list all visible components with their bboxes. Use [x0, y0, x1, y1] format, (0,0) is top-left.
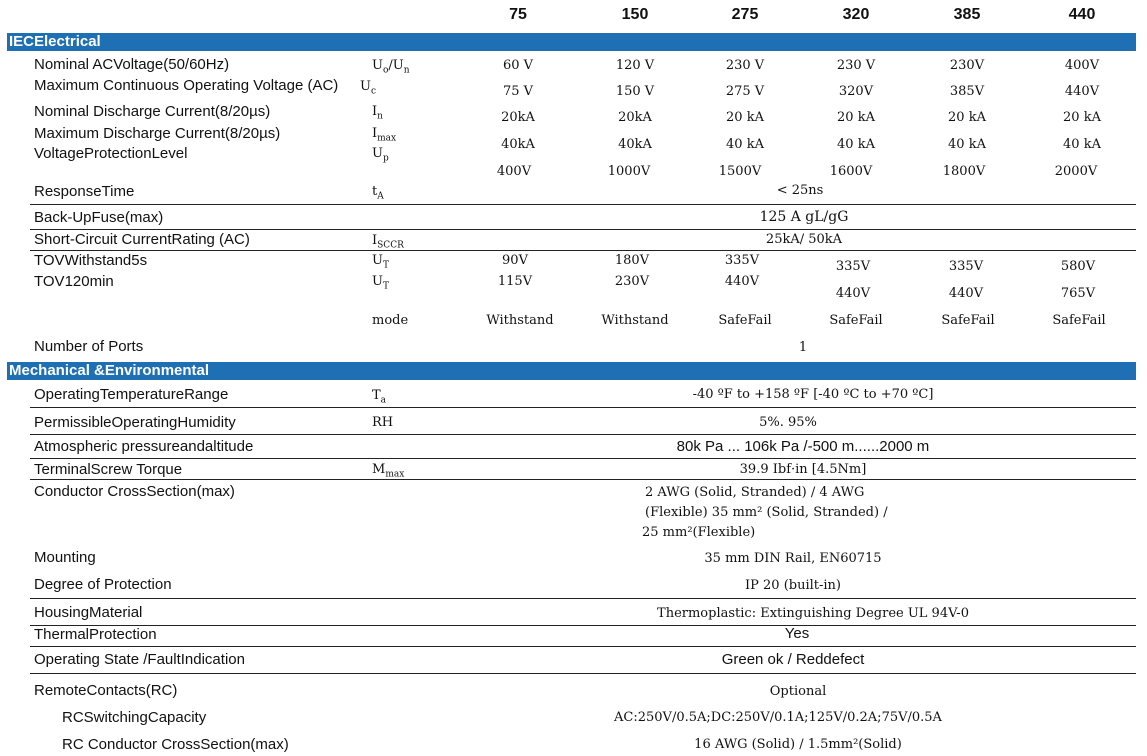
value-nominal-discharge-320: 20 kA	[837, 110, 875, 125]
label-operating-temperature: OperatingTemperatureRange	[34, 386, 229, 403]
value-tov-120min-320: 440V	[835, 286, 871, 301]
value-pressure-altitude: 80k Pa ... 106k Pa /-500 m......2000 m	[676, 438, 930, 455]
value-tov-120min-75: 115V	[497, 274, 533, 289]
label-nominal-discharge: Nominal Discharge Current(8/20µs)	[34, 103, 271, 120]
divider	[30, 598, 1136, 599]
divider	[30, 434, 1136, 435]
label-housing-material: HousingMaterial	[34, 604, 143, 621]
value-mode-275: SafeFail	[718, 313, 772, 328]
label-pressure-altitude: Atmospheric pressureandaltitude	[34, 438, 254, 455]
value-number-of-ports: 1	[798, 340, 808, 355]
label-degree-of-protection: Degree of Protection	[34, 576, 172, 593]
label-rc-conductor: RC Conductor CrossSection(max)	[62, 736, 289, 753]
symbol-tov-120min: $U_T$	[372, 274, 389, 292]
value-vpl-440: 2000V	[1054, 164, 1098, 179]
value-max-discharge-385: 40 kA	[948, 137, 986, 152]
value-tov-5s-275: 335V	[724, 253, 760, 268]
value-operating-state: Green ok / Reddefect	[721, 651, 865, 668]
label-sccr: Short-Circuit CurrentRating (AC)	[34, 231, 250, 248]
value-tov-5s-150: 180V	[614, 253, 650, 268]
label-operating-state: Operating State /FaultIndication	[34, 651, 245, 668]
value-tov-5s-75: 90V	[502, 253, 528, 268]
value-backup-fuse: 125 A gL/gG	[759, 209, 849, 225]
value-mode-440: SafeFail	[1052, 313, 1106, 328]
label-mounting: Mounting	[34, 549, 96, 566]
value-tov-120min-440: 765V	[1060, 286, 1096, 301]
value-tov-5s-385: 335V	[948, 259, 984, 274]
symbol-max-continuous: $U_c$	[360, 79, 377, 97]
col-header-320: 320	[842, 6, 870, 23]
col-header-440: 440	[1068, 6, 1096, 23]
value-remote-contacts: Optional	[769, 684, 827, 699]
label-remote-contacts: RemoteContacts(RC)	[34, 682, 178, 699]
section-electrical: IECElectrical	[7, 33, 1136, 51]
symbol-sccr: $I_{SCCR}$	[372, 233, 404, 251]
value-nominal-discharge-275: 20 kA	[726, 110, 764, 125]
label-tov-120min: TOV120min	[34, 273, 114, 290]
value-sccr: 25kA/ 50kA	[765, 232, 843, 247]
label-rc-switching-capacity: RCSwitchingCapacity	[62, 709, 207, 726]
label-conductor-cross-section: Conductor CrossSection(max)	[34, 483, 235, 500]
value-conductor-line3: 25 mm²(Flexible)	[642, 525, 756, 540]
symbol-max-discharge: $I_{max}$	[372, 126, 397, 144]
value-mode-150: Withstand	[601, 313, 669, 328]
value-max-continuous-320: 320V	[838, 84, 874, 99]
label-voltage-protection-level: VoltageProtectionLevel	[34, 145, 188, 162]
value-conductor-line1: 2 AWG (Solid, Stranded) / 4 AWG	[645, 485, 865, 500]
value-max-continuous-75: 75 V	[502, 84, 534, 99]
symbol-nominal-ac: $U_o/U_n$	[372, 58, 410, 76]
value-max-discharge-320: 40 kA	[837, 137, 875, 152]
symbol-mode: mode	[372, 313, 409, 328]
value-tov-120min-385: 440V	[948, 286, 984, 301]
value-max-continuous-385: 385V	[949, 84, 985, 99]
symbol-operating-temperature: $T_a$	[372, 388, 387, 406]
value-humidity: 5%. 95%	[759, 415, 817, 430]
value-max-continuous-440: 440V	[1064, 84, 1100, 99]
value-mounting: 35 mm DIN Rail, EN60715	[704, 551, 882, 566]
value-tov-5s-440: 580V	[1060, 259, 1096, 274]
value-degree-of-protection: IP 20 (built-in)	[745, 578, 841, 593]
value-nominal-ac-440: 400V	[1064, 58, 1100, 73]
value-nominal-discharge-385: 20 kA	[948, 110, 986, 125]
col-header-385: 385	[953, 6, 981, 23]
divider	[30, 250, 1136, 251]
col-header-275: 275	[731, 6, 759, 23]
value-nominal-ac-75: 60 V	[502, 58, 534, 73]
value-vpl-275: 1500V	[718, 164, 762, 179]
value-mode-75: Withstand	[486, 313, 554, 328]
value-tov-120min-275: 440V	[724, 274, 760, 289]
value-mode-320: SafeFail	[829, 313, 883, 328]
label-thermal-protection: ThermalProtection	[34, 626, 157, 643]
symbol-response-time: $t_A$	[372, 184, 384, 202]
label-humidity: PermissibleOperatingHumidity	[34, 414, 236, 431]
value-conductor-line2: (Flexible) 35 mm² (Solid, Stranded) /	[645, 505, 888, 520]
value-vpl-385: 1800V	[942, 164, 986, 179]
value-nominal-ac-320: 230 V	[836, 58, 876, 73]
value-thermal-protection: Yes	[784, 625, 810, 642]
value-operating-temperature: -40 ºF to +158 ºF [-40 ºC to +70 ºC]	[692, 387, 934, 402]
value-screw-torque: 39.9 Ibf·in [4.5Nm]	[739, 462, 867, 477]
value-nominal-ac-275: 230 V	[725, 58, 765, 73]
section-mechanical: Mechanical &Environmental	[7, 362, 1136, 380]
label-tov-5s: TOVWithstand5s	[34, 252, 148, 269]
col-header-75: 75	[509, 6, 527, 23]
value-tov-120min-150: 230V	[614, 274, 650, 289]
divider	[30, 479, 1136, 480]
value-rc-conductor: 16 AWG (Solid) / 1.5mm²(Solid)	[694, 737, 902, 752]
value-max-continuous-275: 275 V	[725, 84, 765, 99]
value-max-discharge-150: 40kA	[618, 137, 652, 152]
col-header-150: 150	[621, 6, 649, 23]
divider	[30, 204, 1136, 205]
divider	[30, 458, 1136, 459]
label-max-continuous: Maximum Continuous Operating Voltage (AC)	[34, 77, 339, 94]
symbol-nominal-discharge: $I_n$	[372, 104, 383, 122]
divider	[30, 625, 1136, 626]
label-number-of-ports: Number of Ports	[34, 338, 144, 355]
symbol-humidity: RH	[372, 415, 394, 430]
value-max-continuous-150: 150 V	[615, 84, 655, 99]
symbol-screw-torque: $M_{max}$	[372, 462, 405, 480]
divider	[30, 646, 1136, 647]
divider	[30, 407, 1136, 408]
symbol-tov-5s: $U_T$	[372, 253, 389, 271]
label-nominal-ac: Nominal ACVoltage(50/60Hz)	[34, 56, 230, 73]
value-response-time: < 25ns	[776, 183, 824, 198]
value-nominal-discharge-440: 20 kA	[1063, 110, 1101, 125]
label-response-time: ResponseTime	[34, 183, 135, 200]
value-max-discharge-440: 40 kA	[1063, 137, 1101, 152]
value-nominal-discharge-75: 20kA	[501, 110, 535, 125]
value-nominal-ac-385: 230V	[949, 58, 985, 73]
value-housing-material: Thermoplastic: Extinguishing Degree UL 94V-0	[657, 606, 969, 621]
value-nominal-discharge-150: 20kA	[618, 110, 652, 125]
value-tov-5s-320: 335V	[835, 259, 871, 274]
divider	[30, 229, 1136, 230]
value-vpl-150: 1000V	[607, 164, 651, 179]
symbol-voltage-protection-level: $U_p$	[372, 146, 389, 164]
divider	[30, 673, 1136, 674]
value-nominal-ac-150: 120 V	[615, 58, 655, 73]
value-vpl-75: 400V	[496, 164, 532, 179]
label-backup-fuse: Back-UpFuse(max)	[34, 209, 164, 226]
value-vpl-320: 1600V	[829, 164, 873, 179]
value-max-discharge-75: 40kA	[501, 137, 535, 152]
label-screw-torque: TerminalScrew Torque	[34, 461, 183, 478]
value-max-discharge-275: 40 kA	[726, 137, 764, 152]
label-max-discharge: Maximum Discharge Current(8/20µs)	[34, 125, 281, 142]
value-mode-385: SafeFail	[941, 313, 995, 328]
value-rc-switching-capacity: AC:250V/0.5A;DC:250V/0.1A;125V/0.2A;75V/0.5A	[614, 710, 942, 725]
